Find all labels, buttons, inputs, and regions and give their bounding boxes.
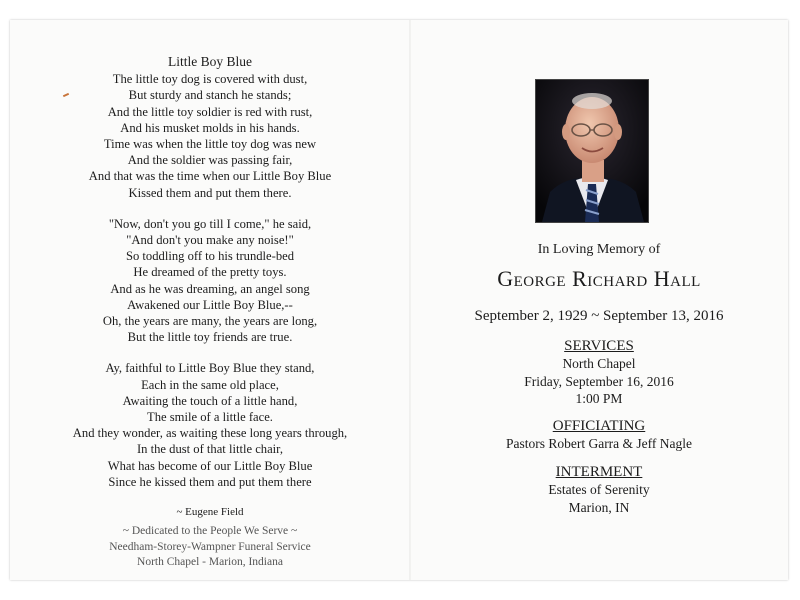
- officiating-names: Pastors Robert Garra & Jeff Nagle: [505, 436, 693, 451]
- poem-line: Each in the same old place,: [141, 377, 279, 392]
- poem-stanza-1: [10, 71, 410, 201]
- poem-line: But the little toy friends are true.: [127, 330, 293, 345]
- poem-line: "Now, don't you go till I come," he said,: [108, 216, 312, 231]
- poem-line: In the dust of that little chair,: [136, 442, 284, 457]
- poem-line: Awakened our Little Boy Blue,--: [127, 297, 293, 312]
- poem-panel: [10, 54, 410, 571]
- in-loving-memory: In Loving Memory of: [537, 242, 661, 257]
- poem-line: Kissed them and put them there.: [128, 185, 292, 200]
- officiating-section: [410, 417, 788, 453]
- poem-line: And his musket molds in his hands.: [120, 120, 300, 135]
- poem-line: And the little toy soldier is red with rust,: [107, 104, 313, 119]
- poem-line: "And don't you make any noise!": [126, 233, 294, 248]
- services-date: Friday, September 16, 2016: [524, 373, 674, 389]
- services-section: [410, 337, 788, 408]
- poem-stanza-2: [10, 216, 410, 346]
- program-sheet: [10, 20, 788, 580]
- poem-line: The little toy dog is covered with dust,: [112, 72, 308, 87]
- poem-line: And they wonder, as waiting these long years through,: [72, 426, 348, 441]
- poem-line: Ay, faithful to Little Boy Blue they stand,: [105, 361, 315, 376]
- poem-line: And the soldier was passing fair,: [127, 153, 293, 168]
- portrait-illustration: [536, 80, 648, 222]
- funeral-home-location: North Chapel - Marion, Indiana: [137, 556, 283, 569]
- poem-line: Time was when the little toy dog was new: [103, 137, 317, 152]
- memorial-panel: [410, 20, 788, 580]
- interment-section: [410, 463, 788, 516]
- portrait-photo: [535, 79, 649, 223]
- services-place: North Chapel: [562, 356, 636, 371]
- services-time: 1:00 PM: [575, 391, 623, 406]
- poem-line: Awaiting the touch of a little hand,: [122, 393, 298, 408]
- poem-line: Oh, the years are many, the years are long,: [102, 314, 318, 329]
- funeral-home-footer: [10, 524, 410, 571]
- deceased-name: George Richard Hall: [497, 266, 701, 291]
- poem-stanza-3: [10, 360, 410, 490]
- poem-title: Little Boy Blue: [168, 54, 252, 69]
- dedication-line: ~ Dedicated to the People We Serve ~: [122, 525, 298, 538]
- interment-city: Marion, IN: [568, 499, 630, 515]
- poem-line: And as he was dreaming, an angel song: [110, 281, 310, 296]
- poem-line: The smile of a little face.: [147, 410, 273, 425]
- poem-line: Since he kissed them and put them there: [108, 474, 312, 489]
- services-heading: SERVICES: [564, 338, 634, 354]
- life-dates: September 2, 1929 ~ September 13, 2016: [474, 308, 724, 324]
- poem-line: And that was the time when our Little Boy Blue: [88, 169, 332, 184]
- interment-place: Estates of Serenity: [548, 482, 650, 497]
- poem-author: ~ Eugene Field: [176, 506, 244, 519]
- interment-heading: INTERMENT: [555, 464, 643, 480]
- poem-line: But sturdy and stanch he stands;: [128, 88, 292, 103]
- funeral-home-name: Needham-Storey-Wampner Funeral Service: [109, 540, 311, 553]
- officiating-heading: OFFICIATING: [552, 418, 646, 434]
- poem-line: So toddling off to his trundle-bed: [125, 249, 295, 264]
- poem-line: What has become of our Little Boy Blue: [107, 458, 313, 473]
- poem-line: He dreamed of the pretty toys.: [133, 265, 287, 280]
